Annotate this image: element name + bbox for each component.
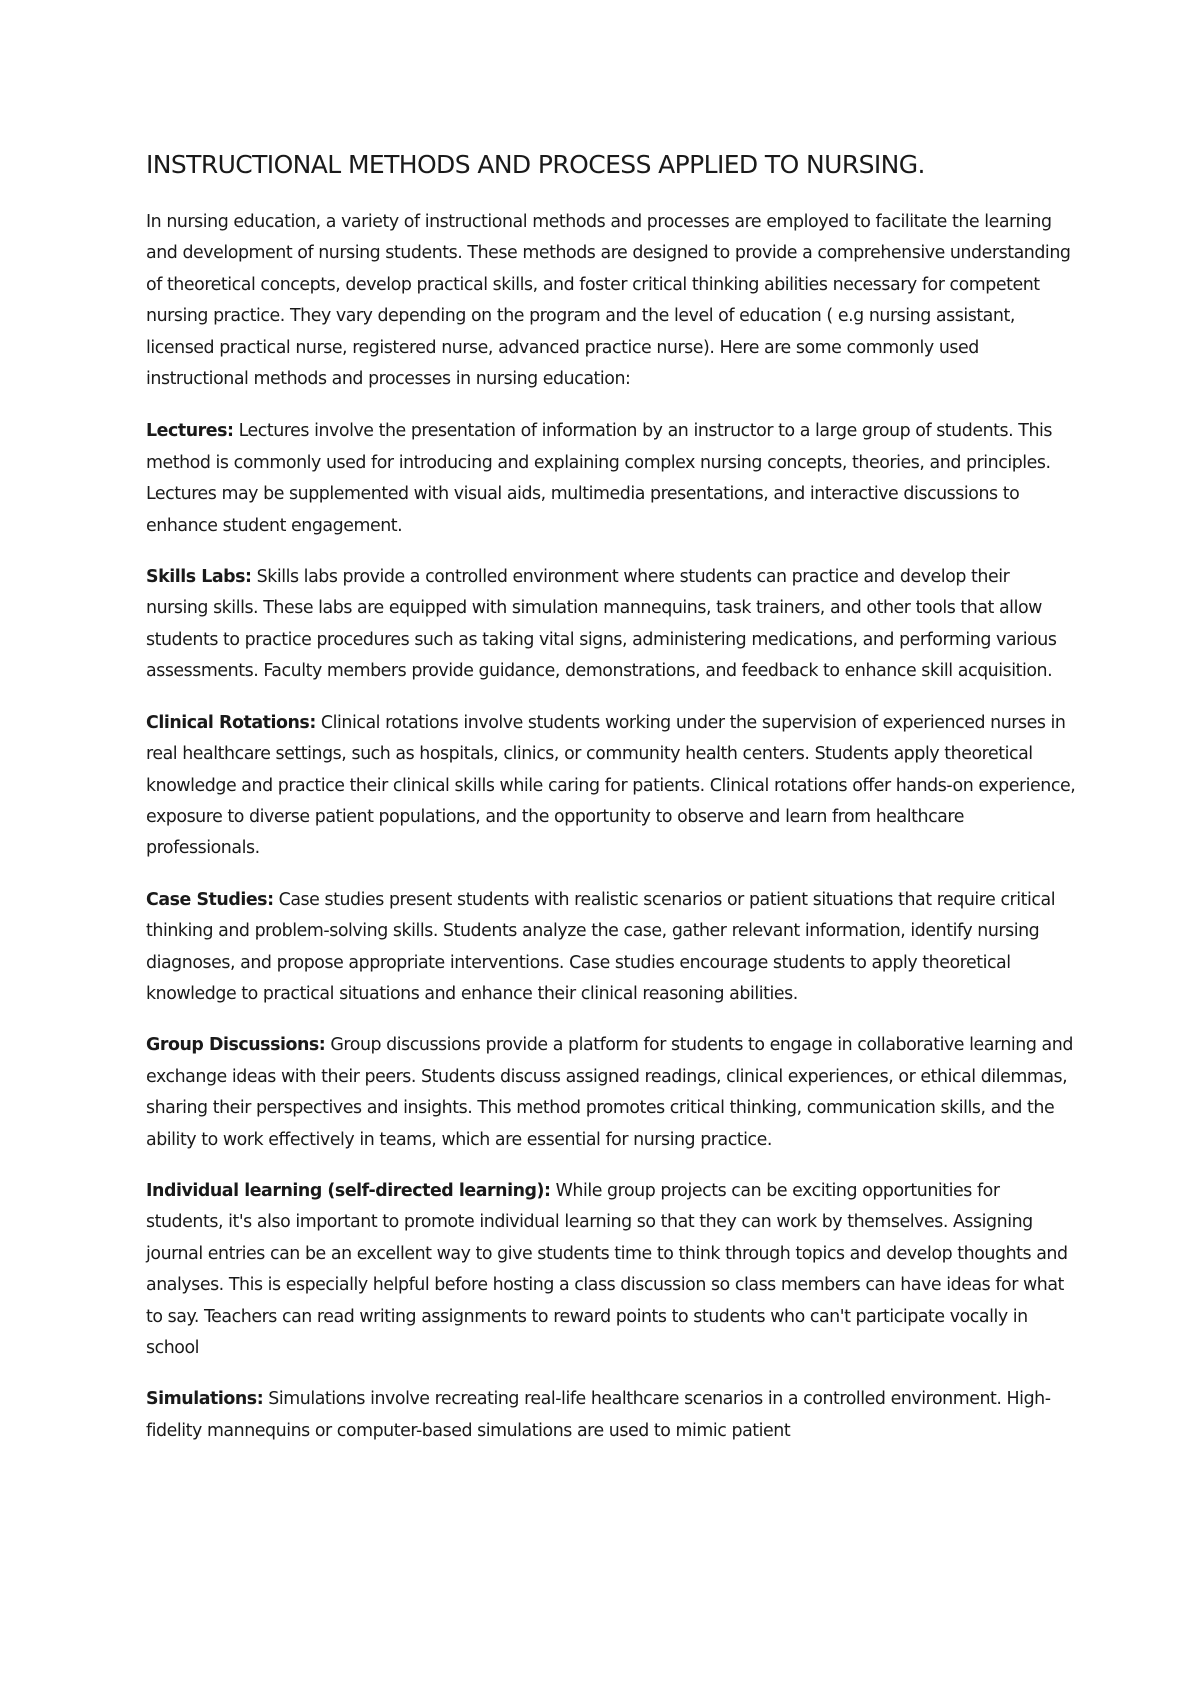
section-term: Individual learning (self-directed learning): [146,1180,551,1201]
section-term: Lectures: [146,421,234,442]
section-term: Simulations: [146,1389,264,1410]
section-term: Case Studies: [146,889,274,910]
section-individual-learning [146,1176,1076,1364]
section-term: Clinical Rotations: [146,712,316,733]
document-title: INSTRUCTIONAL METHODS AND PROCESS APPLIED TO NURSING. [146,150,925,179]
section-clinical-rotations [146,708,1076,865]
section-case-studies [146,885,1076,1011]
section-text: Case studies present students with realistic scenarios or patient situations that require critical thinking and problem-solving skills. Students analyze the case, gather relevant information, identify nursing diagnoses, and propose appropriate interventions. Case studies encourage students to apply theoretical knowledge to practical situations and enhance their clinical reasoning abilities. [146,889,1056,1004]
document-body [146,150,1076,1467]
intro-paragraph: In nursing education, a variety of instructional methods and processes are employed to facilitate the learning and development of nursing students. These methods are designed to provide a comprehensive understanding of theoretical concepts, develop practical skills, and foster critical thinking abilities necessary for competent nursing practice. They vary depending on the program and the level of education ( e.g nursing assistant, licensed practical nurse, registered nurse, advanced practice nurse). Here are some commonly used instructional methods and processes in nursing education: [146,212,1071,390]
section-group-discussions [146,1030,1076,1156]
section-simulations [146,1384,1076,1447]
section-text: While group projects can be exciting opportunities for students, it's also important to promote individual learning so that they can work by themselves. Assigning journal entries can be an excellent way to give students time to think through topics and develop thoughts and analyses. This is especially helpful before hosting a class discussion so class members can have ideas for what to say. Teachers can read writing assignments to reward points to students who can't participate vocally in school [146,1180,1068,1358]
section-text: Simulations involve recreating real-life healthcare scenarios in a controlled environment. High-fidelity mannequins or computer-based simulations are used to mimic patient [146,1389,1051,1441]
section-text: Skills labs provide a controlled environment where students can practice and develop their nursing skills. These labs are equipped with simulation mannequins, task trainers, and other tools that allow students to practice procedures such as taking vital signs, administering medications, and performing various assessments. Faculty members provide guidance, demonstrations, and feedback to enhance skill acquisition. [146,567,1057,682]
section-lectures [146,416,1076,542]
section-skills-labs [146,562,1076,688]
section-term: Skills Labs: [146,567,252,588]
section-term: Group Discussions: [146,1035,326,1056]
section-text: Clinical rotations involve students working under the supervision of experienced nurses in real healthcare settings, such as hospitals, clinics, or community health centers. Students apply theoretical knowledge and practice their clinical skills while caring for patients. Clinical rotations offer hands-on experience, exposure to diverse patient populations, and the opportunity to observe and learn from healthcare professionals. [146,712,1076,859]
section-text: Lectures involve the presentation of information by an instructor to a large group of students. This method is commonly used for introducing and explaining complex nursing concepts, theories, and principles. Lectures may be supplemented with visual aids, multimedia presentations, and interactive discussions to enhance student engagement. [146,421,1053,536]
section-text: Group discussions provide a platform for students to engage in collaborative learning and exchange ideas with their peers. Students discuss assigned readings, clinical experiences, or ethical dilemmas, sharing their perspectives and insights. This method promotes critical thinking, communication skills, and the ability to work effectively in teams, which are essential for nursing practice. [146,1035,1073,1150]
